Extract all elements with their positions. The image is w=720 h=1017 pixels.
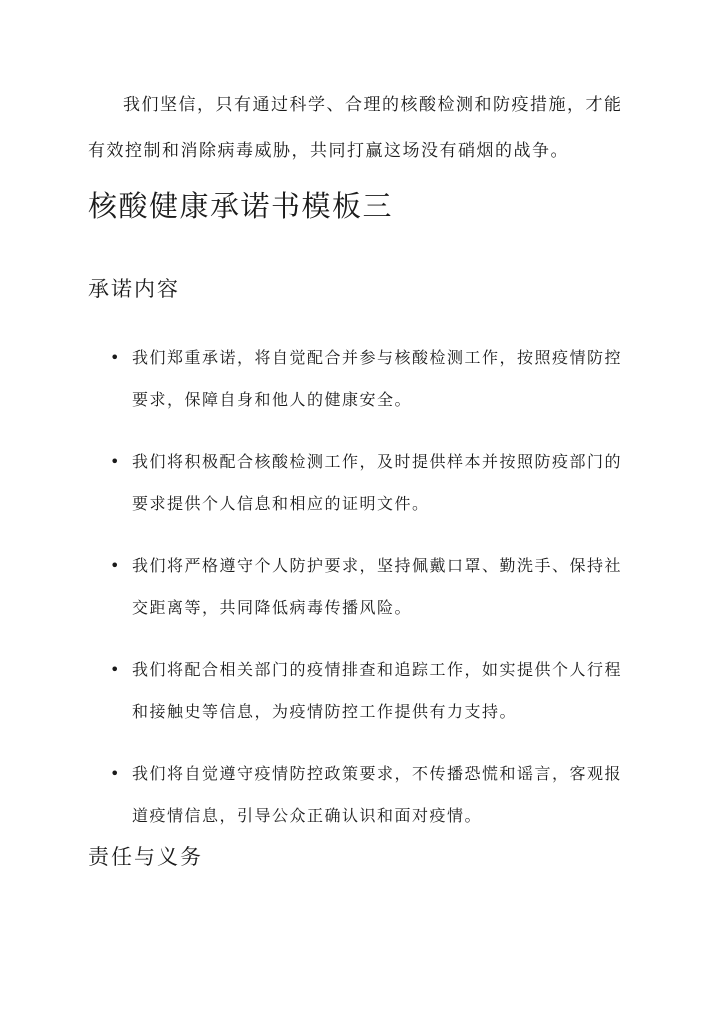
bullet-icon: •: [110, 764, 121, 783]
bullet-icon: •: [110, 348, 121, 367]
list-item-text: 我们将积极配合核酸检测工作，及时提供样本并按照防疫部门的要求提供个人信息和相应的证明文件。: [132, 452, 623, 513]
list-item: [88, 337, 636, 421]
document-title: 核酸健康承诺书模板三: [88, 189, 394, 223]
list-item-text: 我们将严格遵守个人防护要求，坚持佩戴口罩、勤洗手、保持社交距离等，共同降低病毒传播风险。: [132, 556, 623, 617]
list-item-text: 我们将配合相关部门的疫情排查和追踪工作，如实提供个人行程和接触史等信息，为疫情防控工作提供有力支持。: [132, 660, 623, 721]
list-item: [88, 649, 636, 733]
list-item: [88, 545, 636, 629]
list-item-text: 我们郑重承诺，将自觉配合并参与核酸检测工作，按照疫情防控要求，保障自身和他人的健康安全。: [132, 348, 623, 409]
intro-paragraph: 我们坚信，只有通过科学、合理的核酸检测和防疫措施，才能有效控制和消除病毒威胁，共同打赢这场没有硝烟的战争。: [88, 95, 623, 161]
list-item: [88, 753, 636, 837]
commitment-list: [88, 337, 636, 857]
bullet-icon: •: [110, 556, 121, 575]
bullet-icon: •: [110, 452, 121, 471]
bullet-icon: •: [110, 660, 121, 679]
section-heading-commitments: 承诺内容: [88, 277, 180, 301]
list-item-text: 我们将自觉遵守疫情防控政策要求，不传播恐慌和谣言，客观报道疫情信息，引导公众正确认识和面对疫情。: [132, 764, 623, 825]
section-heading-responsibilities: 责任与义务: [88, 845, 203, 869]
list-item: [88, 441, 636, 525]
